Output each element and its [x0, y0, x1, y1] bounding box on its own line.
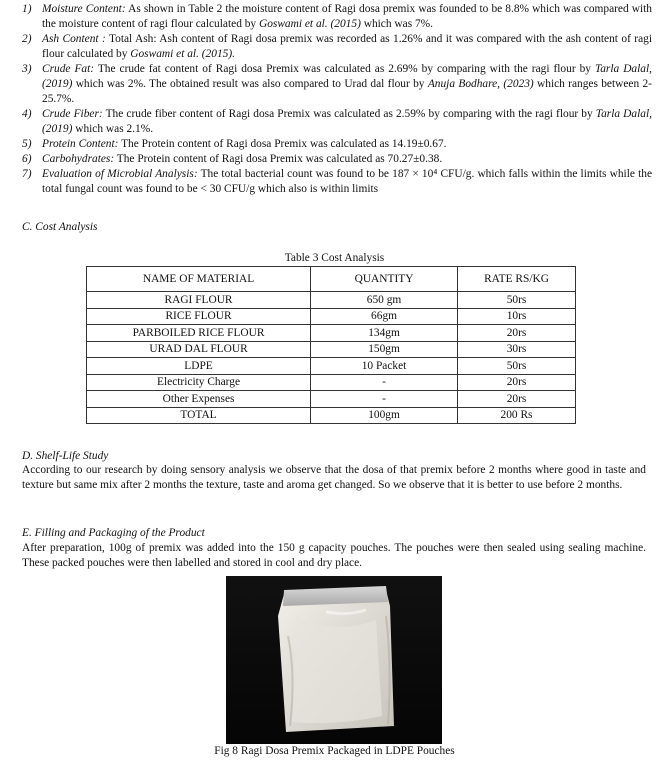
- item-text: which was 2.1%.: [72, 123, 154, 135]
- item-text: which ranges between 2-25.7%.: [42, 78, 652, 105]
- table-row: [87, 325, 576, 342]
- item-text: The total bacterial count was found to be 187 × 10⁴ CFU/g. which falls within the limits while the total fungal count was found to be < 30 CFU/g which also is within limits: [42, 168, 652, 195]
- list-item: [22, 62, 652, 107]
- premix-pouch-photo: [226, 576, 442, 744]
- table-caption: Table 3 Cost Analysis: [284, 252, 385, 264]
- table-cell: PARBOILED RICE FLOUR: [87, 325, 311, 342]
- table-cell: 20rs: [458, 325, 576, 342]
- table-cell: 20rs: [458, 391, 576, 408]
- item-label: Moisture Content:: [42, 3, 126, 15]
- citation: Goswami et al. (2015): [258, 18, 361, 30]
- table-cell: TOTAL: [87, 407, 311, 424]
- table-cell: 200 Rs: [458, 407, 576, 424]
- section-heading-packaging: E. Filling and Packaging of the Product: [22, 527, 205, 539]
- figure-caption: Fig 8 Ragi Dosa Premix Packaged in LDPE Pouches: [214, 745, 455, 757]
- list-item: [22, 152, 652, 167]
- citation: Anuja Bodhare, (2023): [427, 78, 534, 90]
- item-label: Carbohydrates:: [42, 153, 115, 165]
- item-text: The Protein content of Ragi dosa Premix was calculated as 70.27±0.38.: [114, 153, 443, 165]
- table-cell: -: [311, 374, 458, 391]
- item-text: which was 2%. The obtained result was also compared to Urad dal flour by: [72, 78, 428, 90]
- table-header-row: [87, 267, 576, 292]
- item-number: 1): [22, 3, 32, 15]
- column-header: NAME OF MATERIAL: [87, 267, 311, 292]
- table-cell: 650 gm: [311, 292, 458, 309]
- item-label: Crude Fat:: [42, 63, 95, 75]
- results-list: [22, 2, 652, 197]
- paragraph-shelf-life: According to our research by doing sensory analysis we observe that the dosa of that premix before 2 months where good in taste and texture but same mix after 2 months the texture, taste and aroma get changed. So we observe that it is better to use before 2 months.: [22, 464, 646, 491]
- item-number: 4): [22, 108, 32, 120]
- table-cell: 50rs: [458, 292, 576, 309]
- column-header: RATE RS/KG: [458, 267, 576, 292]
- item-number: 2): [22, 33, 32, 45]
- item-text: which was 7%.: [360, 18, 434, 30]
- table-cell: 10 Packet: [311, 358, 458, 375]
- table-cell: 66gm: [311, 308, 458, 325]
- citation: Tarla Dalal, (2019): [42, 108, 652, 135]
- item-text: The Protein content of Ragi dosa Premix was calculated as 14.19±0.67.: [118, 138, 447, 150]
- table-row: [87, 308, 576, 325]
- item-number: 6): [22, 153, 32, 165]
- column-header: QUANTITY: [311, 267, 458, 292]
- item-text: As shown in Table 2 the moisture content of Ragi dosa premix was founded to be 8.8% which was compared with the moisture content of ragi flour calculated by: [42, 3, 653, 30]
- item-text: The crude fat content of Ragi dosa Premix was calculated as 2.69% by comparing with the ragi flour by: [94, 63, 595, 75]
- table-cell: -: [311, 391, 458, 408]
- paragraph-packaging: After preparation, 100g of premix was added into the 150 g capacity pouches. The pouches were then sealed using sealing machine. These packed pouches were then labelled and stored in cool and dry place.: [22, 542, 646, 569]
- table-cell: 50rs: [458, 358, 576, 375]
- table-row: [87, 407, 576, 424]
- table-cell: LDPE: [87, 358, 311, 375]
- section-heading-shelf-life: D. Shelf-Life Study: [22, 450, 109, 462]
- citation: Goswami et al. (2015).: [130, 48, 235, 60]
- cost-analysis-table: [86, 266, 576, 424]
- table-row: [87, 341, 576, 358]
- table-row: [87, 292, 576, 309]
- table-cell: 30rs: [458, 341, 576, 358]
- table-cell: Electricity Charge: [87, 374, 311, 391]
- item-number: 7): [22, 168, 32, 180]
- list-item: [22, 167, 652, 197]
- item-number: 5): [22, 138, 32, 150]
- table-cell: URAD DAL FLOUR: [87, 341, 311, 358]
- table-cell: 150gm: [311, 341, 458, 358]
- item-number: 3): [22, 63, 32, 75]
- table-cell: Other Expenses: [87, 391, 311, 408]
- table-row: [87, 391, 576, 408]
- item-label: Ash Content :: [42, 33, 106, 45]
- item-text: The crude fiber content of Ragi dosa Premix was calculated as 2.59% by comparing with the ragi flour by: [102, 108, 596, 120]
- table-cell: 10rs: [458, 308, 576, 325]
- section-heading-cost-analysis: C. Cost Analysis: [22, 221, 98, 233]
- list-item: [22, 32, 652, 62]
- table-cell: RAGI FLOUR: [87, 292, 311, 309]
- table-cell: 134gm: [311, 325, 458, 342]
- table-row: [87, 358, 576, 375]
- table-row: [87, 374, 576, 391]
- item-text: Total Ash: Ash content of Ragi dosa premix was recorded as 1.26% and it was compared with the ash content of ragi flour calculated by: [42, 33, 652, 60]
- item-label: Crude Fiber:: [42, 108, 103, 120]
- list-item: [22, 107, 652, 137]
- table-cell: 20rs: [458, 374, 576, 391]
- citation: Tarla Dalal, (2019): [42, 63, 652, 90]
- list-item: [22, 2, 652, 32]
- item-label: Protein Content:: [42, 138, 119, 150]
- table-cell: RICE FLOUR: [87, 308, 311, 325]
- table-cell: 100gm: [311, 407, 458, 424]
- item-label: Evaluation of Microbial Analysis:: [42, 168, 198, 180]
- list-item: [22, 137, 652, 152]
